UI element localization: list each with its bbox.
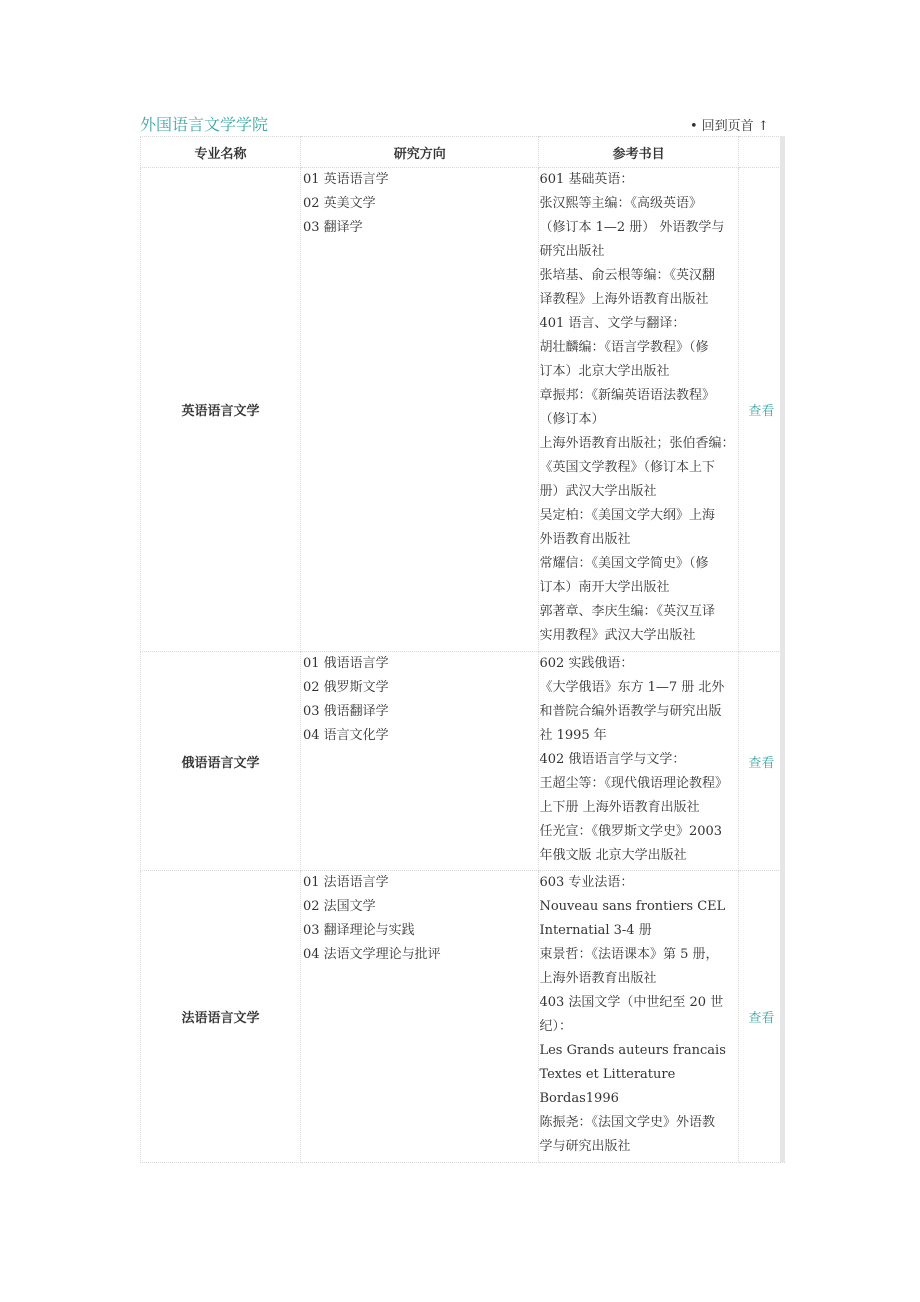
reference-table	[140, 136, 785, 1163]
book-line: （修订本）	[539, 412, 605, 427]
direction-item: 03 翻译学	[302, 220, 363, 235]
book-line: 章振邦：《新编英语语法教程》	[539, 388, 715, 403]
book-line: 常耀信：《美国文学简史》（修	[539, 556, 709, 571]
view-link[interactable]: 查看	[738, 652, 784, 871]
book-line: 外语教育出版社	[539, 532, 631, 547]
book-line: 订本）北京大学出版社	[539, 364, 670, 379]
book-line: 陈振尧：《法国文学史》外语教	[539, 1115, 715, 1130]
book-line: 403 法国文学（中世纪至 20 世	[539, 995, 724, 1010]
book-line: 401 语言、文学与翻译：	[539, 316, 686, 331]
direction-item: 03 俄语翻译学	[302, 704, 389, 719]
direction-item: 01 英语语言学	[302, 172, 389, 187]
book-line: 吴定柏：《美国文学大纲》上海	[539, 508, 715, 523]
book-line: 胡壮麟编：《语言学教程》（修	[539, 340, 709, 355]
table-row	[141, 168, 785, 652]
major-name: 俄语语言文学	[141, 652, 301, 871]
book-line: 张汉熙等主编：《高级英语》	[539, 196, 702, 211]
direction-item: 02 英美文学	[302, 196, 376, 211]
back-to-top-link[interactable]	[690, 115, 769, 134]
book-line: 郭著章、李庆生编：《英汉互译	[539, 604, 715, 619]
header-direction: 研究方向	[300, 137, 538, 168]
book-line: 年俄文版 北京大学出版社	[539, 848, 687, 863]
book-line: 册）武汉大学出版社	[539, 484, 657, 499]
page-title: 外国语言文学学院	[140, 115, 269, 134]
book-line: 束景哲：《法语课本》第 5 册，	[539, 947, 719, 962]
direction-item: 01 俄语语言学	[302, 656, 389, 671]
direction-item: 02 俄罗斯文学	[302, 680, 389, 695]
major-name: 法语语言文学	[141, 871, 301, 1163]
book-line: Nouveau sans frontiers CEL	[539, 899, 726, 914]
book-line: 张培基、俞云根等编：《英汉翻	[539, 268, 715, 283]
book-line: Internatial 3-4 册	[539, 923, 652, 938]
direction-item: 04 法语文学理论与批评	[302, 947, 441, 962]
book-line: 603 专业法语：	[539, 875, 634, 890]
books-cell	[539, 871, 738, 1163]
book-line: 研究出版社	[539, 244, 605, 259]
book-line: 和普院合编外语教学与研究出版	[539, 704, 722, 719]
view-link[interactable]: 查看	[738, 871, 784, 1163]
books-cell	[539, 652, 738, 871]
up-arrow-icon: ↑	[757, 119, 769, 134]
directions-cell	[300, 652, 538, 871]
book-line: 上下册 上海外语教育出版社	[539, 800, 700, 815]
book-line: 602 实践俄语：	[539, 656, 634, 671]
directions-cell	[300, 168, 538, 652]
direction-item: 01 法语语言学	[302, 875, 389, 890]
header-books: 参考书目	[539, 137, 738, 168]
book-line: 王超尘等：《现代俄语理论教程》	[539, 776, 728, 791]
book-line: 上海外语教育出版社；张伯香编：	[539, 436, 735, 451]
book-line: 任光宣：《俄罗斯文学史》2003	[539, 824, 723, 839]
book-line: Bordas1996	[539, 1091, 619, 1106]
book-line: 《英国文学教程》（修订本上下	[539, 460, 715, 475]
books-cell	[539, 168, 738, 652]
direction-item: 03 翻译理论与实践	[302, 923, 415, 938]
book-line: 402 俄语语言学与文学：	[539, 752, 686, 767]
major-name: 英语语言文学	[141, 168, 301, 652]
directions-cell	[300, 871, 538, 1163]
book-line: 《大学俄语》东方 1—7 册 北外	[539, 680, 725, 695]
back-to-top-label: 回到页首	[701, 119, 754, 134]
header-action	[738, 137, 784, 168]
book-line: 601 基础英语：	[539, 172, 634, 187]
table-header-row	[141, 137, 785, 168]
book-line: 学与研究出版社	[539, 1139, 631, 1154]
bullet-icon: •	[690, 119, 698, 134]
book-line: Textes et Litterature	[539, 1067, 676, 1082]
book-line: 纪）：	[539, 1019, 572, 1034]
direction-item: 02 法国文学	[302, 899, 376, 914]
book-line: 社 1995 年	[539, 728, 607, 743]
table-row	[141, 652, 785, 871]
direction-item: 04 语言文化学	[302, 728, 389, 743]
view-link[interactable]: 查看	[738, 168, 784, 652]
book-line: 实用教程》武汉大学出版社	[539, 628, 696, 643]
header-major: 专业名称	[141, 137, 301, 168]
book-line: 订本）南开大学出版社	[539, 580, 670, 595]
scrollbar[interactable]	[780, 136, 785, 1162]
book-line: Les Grands auteurs francais	[539, 1043, 726, 1058]
book-line: （修订本 1—2 册） 外语教学与	[539, 220, 725, 235]
table-row	[141, 871, 785, 1163]
book-line: 上海外语教育出版社	[539, 971, 657, 986]
book-line: 译教程》上海外语教育出版社	[539, 292, 709, 307]
